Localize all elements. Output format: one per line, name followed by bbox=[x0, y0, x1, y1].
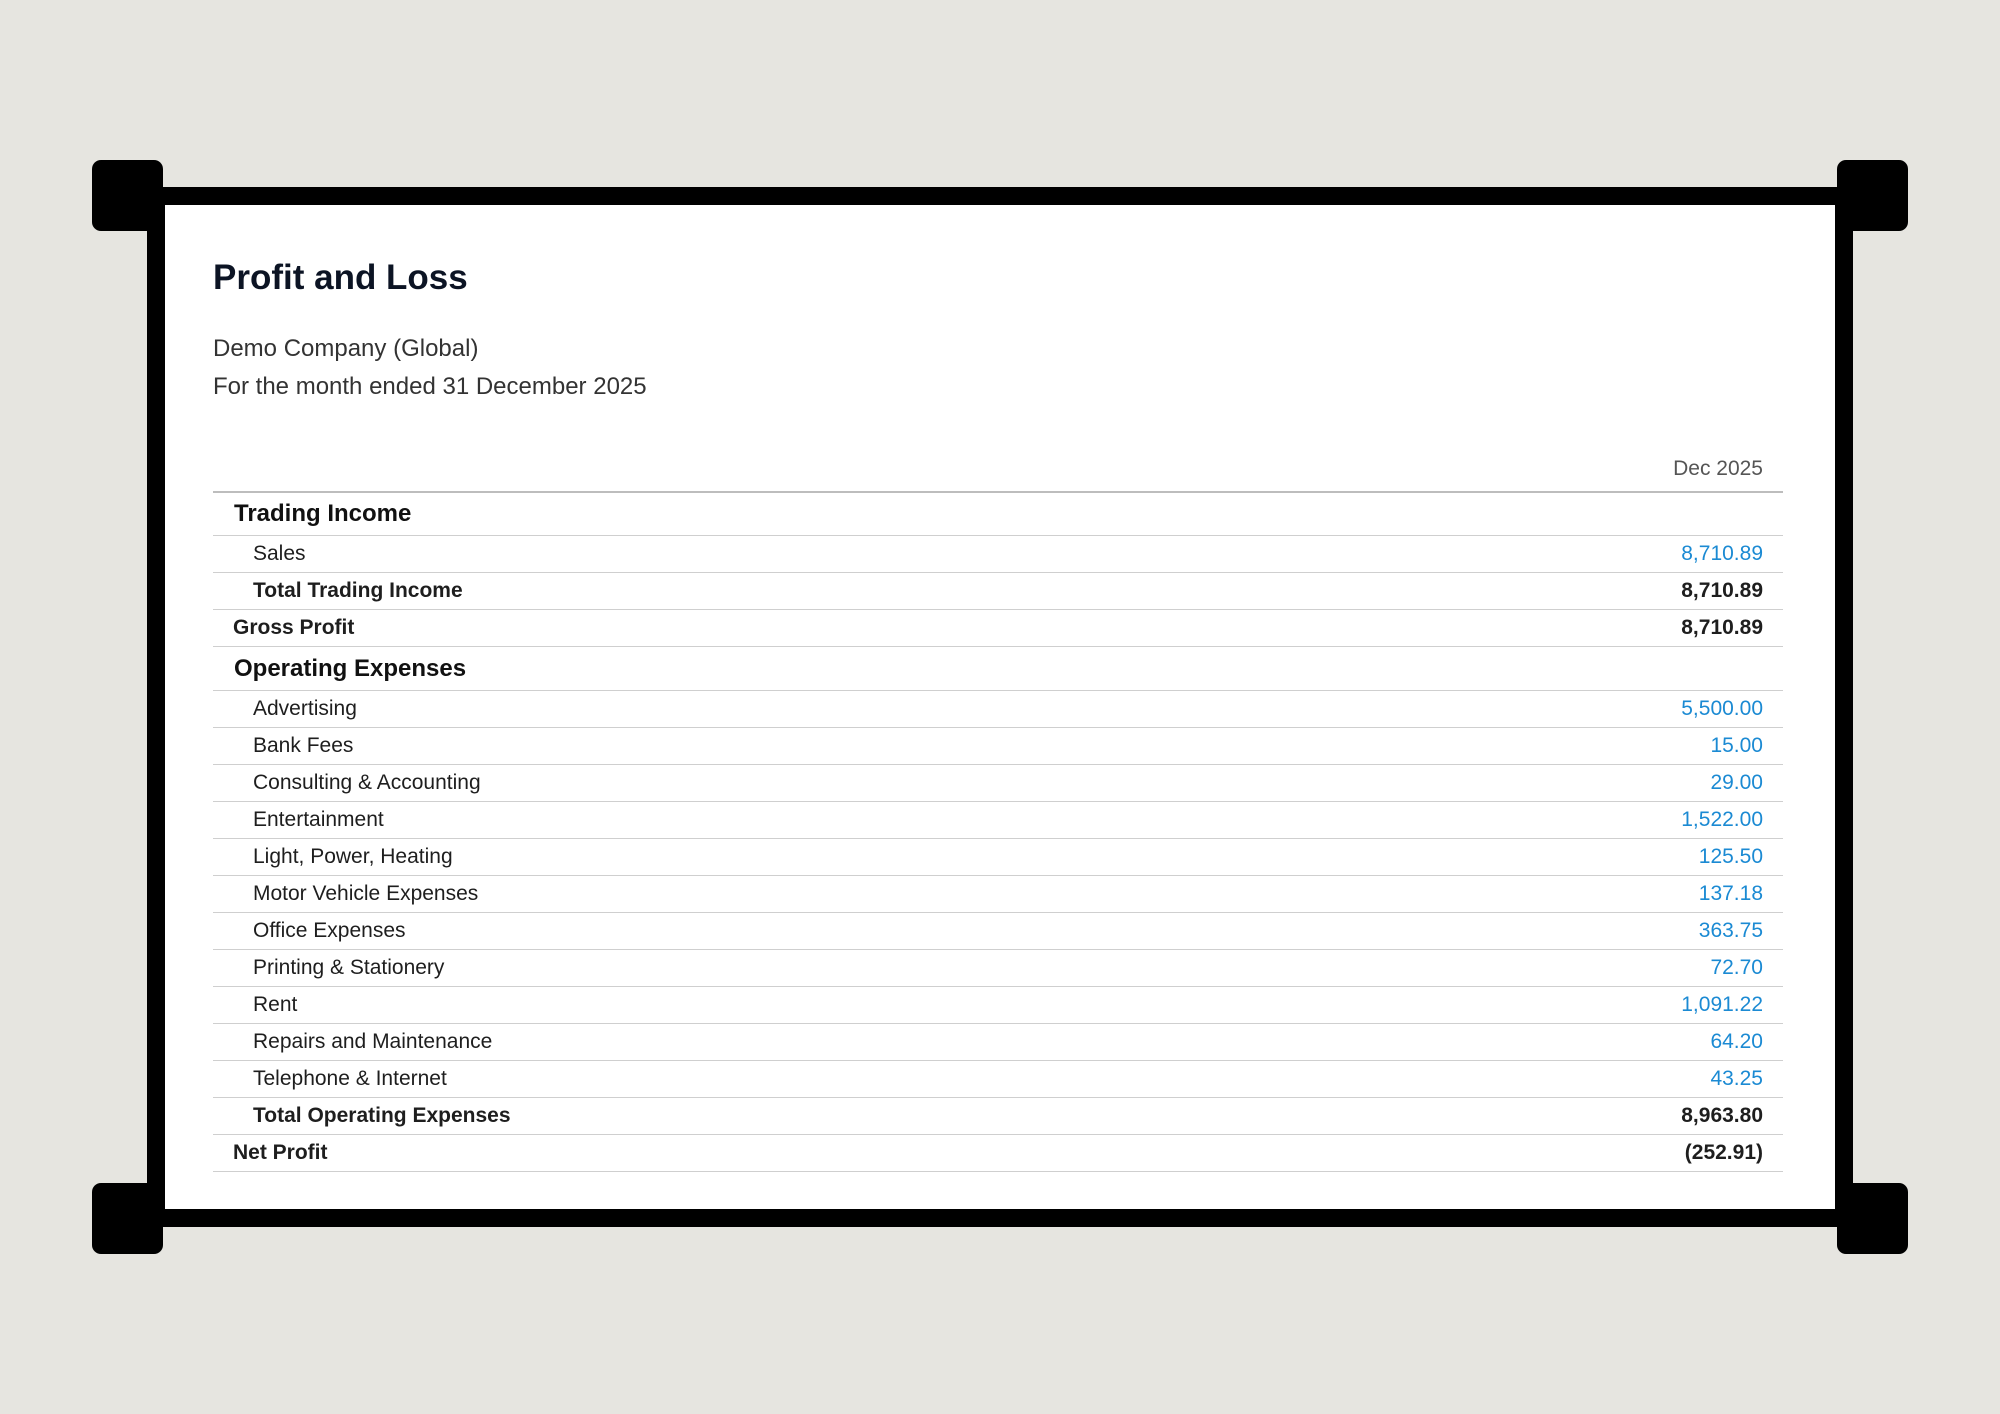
account-name: Advertising bbox=[253, 697, 357, 720]
profit-and-loss-report bbox=[213, 252, 1783, 1172]
account-amount-link[interactable]: 1,522.00 bbox=[1681, 808, 1763, 831]
account-row bbox=[213, 876, 1783, 913]
account-amount-link[interactable]: 29.00 bbox=[1710, 771, 1763, 794]
account-name: Consulting & Accounting bbox=[253, 771, 481, 794]
account-amount-link[interactable]: 125.50 bbox=[1698, 845, 1763, 868]
account-name: Entertainment bbox=[253, 808, 384, 831]
account-row bbox=[213, 765, 1783, 802]
account-row bbox=[213, 987, 1783, 1024]
row-label: Gross Profit bbox=[233, 616, 355, 639]
report-meta bbox=[213, 330, 1783, 406]
account-amount-link[interactable]: 363.75 bbox=[1698, 919, 1763, 942]
report-period: For the month ended 31 December 2025 bbox=[213, 373, 647, 400]
row-amount: (252.91) bbox=[1684, 1141, 1763, 1164]
account-amount-link[interactable]: 43.25 bbox=[1710, 1067, 1763, 1090]
account-name: Sales bbox=[253, 542, 306, 565]
account-name: Telephone & Internet bbox=[253, 1067, 447, 1090]
company-name: Demo Company (Global) bbox=[213, 335, 479, 362]
account-name: Motor Vehicle Expenses bbox=[253, 882, 479, 905]
section-heading-trading-income: Trading Income bbox=[213, 493, 1783, 536]
account-row bbox=[213, 802, 1783, 839]
account-name: Light, Power, Heating bbox=[253, 845, 453, 868]
account-row bbox=[213, 1024, 1783, 1061]
account-amount-link[interactable]: 64.20 bbox=[1710, 1030, 1763, 1053]
account-amount-link[interactable]: 72.70 bbox=[1710, 956, 1763, 979]
row-amount: 8,710.89 bbox=[1681, 616, 1763, 639]
account-row bbox=[213, 691, 1783, 728]
account-row bbox=[213, 1061, 1783, 1098]
report-title: Profit and Loss bbox=[213, 258, 468, 297]
row-label: Net Profit bbox=[233, 1141, 328, 1164]
gross-profit-row bbox=[213, 610, 1783, 647]
row-label: Total Trading Income bbox=[253, 579, 463, 602]
account-amount-link[interactable]: 15.00 bbox=[1710, 734, 1763, 757]
account-name: Rent bbox=[253, 993, 298, 1016]
account-row bbox=[213, 913, 1783, 950]
account-amount-link[interactable]: 8,710.89 bbox=[1681, 542, 1763, 565]
section-heading-operating-expenses: Operating Expenses bbox=[213, 647, 1783, 691]
account-row bbox=[213, 536, 1783, 573]
trading-income-rows bbox=[213, 536, 1783, 573]
account-amount-link[interactable]: 137.18 bbox=[1698, 882, 1763, 905]
total-operating-expenses-row bbox=[213, 1098, 1783, 1135]
account-row bbox=[213, 839, 1783, 876]
total-trading-income-row bbox=[213, 573, 1783, 610]
operating-expense-rows bbox=[213, 691, 1783, 1098]
column-header-period: Dec 2025 bbox=[213, 449, 1783, 493]
account-row bbox=[213, 728, 1783, 765]
row-label: Total Operating Expenses bbox=[253, 1104, 511, 1127]
account-amount-link[interactable]: 5,500.00 bbox=[1681, 697, 1763, 720]
account-name: Repairs and Maintenance bbox=[253, 1030, 493, 1053]
account-name: Office Expenses bbox=[253, 919, 406, 942]
account-name: Printing & Stationery bbox=[253, 956, 445, 979]
account-name: Bank Fees bbox=[253, 734, 354, 757]
account-amount-link[interactable]: 1,091.22 bbox=[1681, 993, 1763, 1016]
row-amount: 8,710.89 bbox=[1681, 579, 1763, 602]
row-amount: 8,963.80 bbox=[1681, 1104, 1763, 1127]
account-row bbox=[213, 950, 1783, 987]
net-profit-row bbox=[213, 1135, 1783, 1172]
